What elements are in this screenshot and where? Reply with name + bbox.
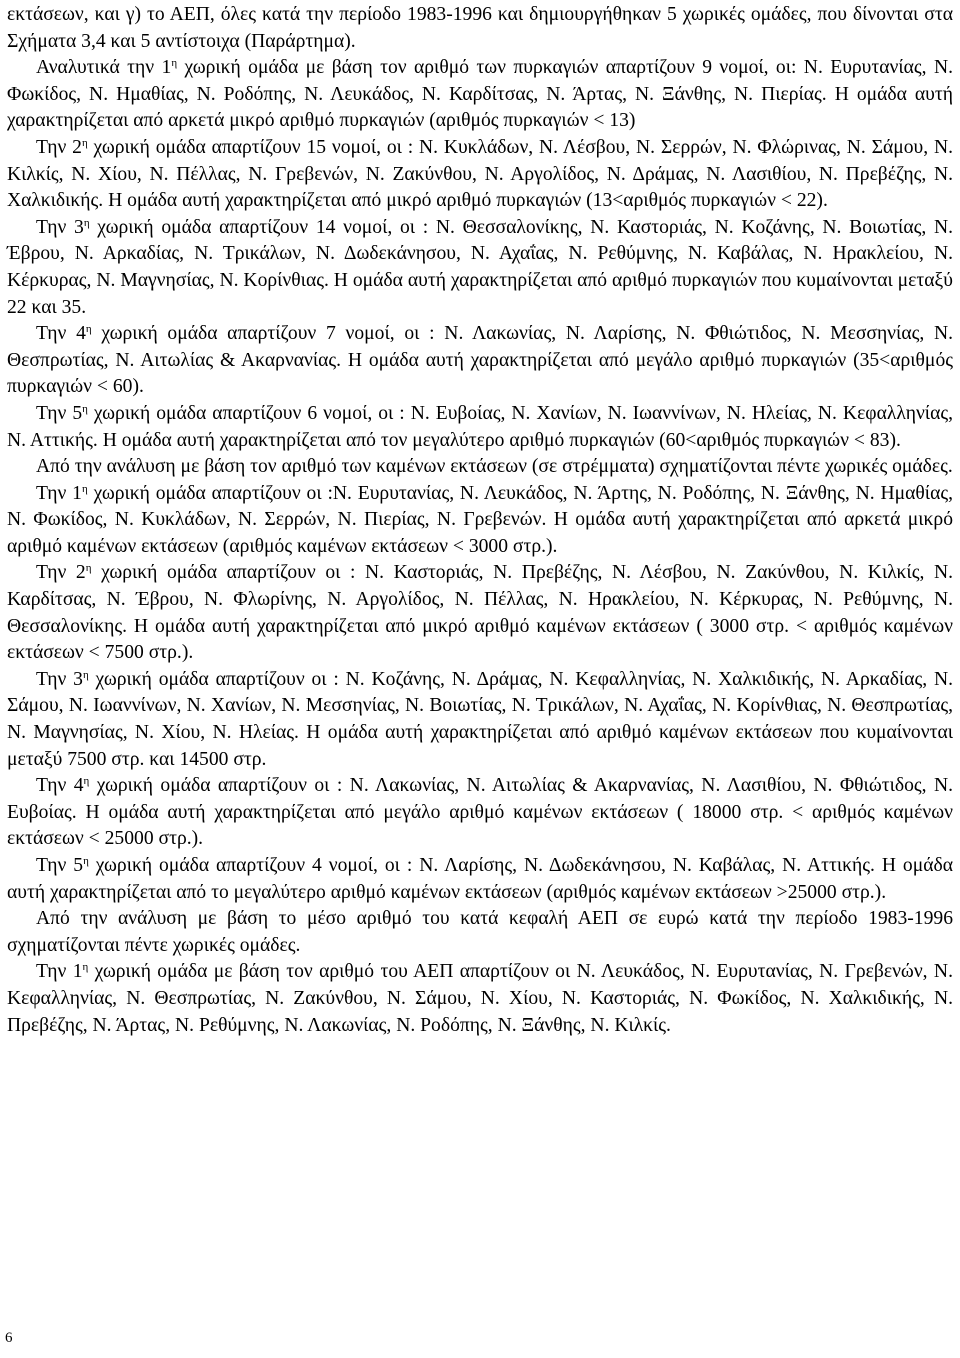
paragraph-intro-continued: εκτάσεων, και γ) το ΑΕΠ, όλες κατά την περίοδο 1983-1996 και δημιουργήθηκαν 5 χωρικές ομάδες, που δίνονται στα Σχήματα 3,4 και 5 αντίστοιχα (Παράρτημα). — [7, 4, 953, 52]
ordinal-superscript: η — [83, 216, 90, 229]
paragraph-burned-area-intro: Από την ανάλυση με βάση τον αριθμό των καμένων εκτάσεων (σε στρέμματα) σχηματίζονται πέντε χωρικές ομάδες. — [36, 456, 953, 478]
document-body — [7, 2, 953, 1039]
paragraph-burned-group-3: Την $3^\eta$ χωρική ομάδα απαρτίζουν οι : Ν. Κοζάνης, Ν. Δράμας, Ν. Κεφαλληνίας, Ν. Χαλκιδικής, Ν. Αρκαδίας, Ν. Σάμου, Ν. Ιωαννίνων, Ν. Χανίων, Ν. Μεσσηνίας, Ν. Βοιωτίας, Ν. Τρικάλων, Ν. Αχαΐας, Ν. Κορίνθιας, Ν. Θεσπρωτίας, Ν. Μαγνησίας, Ν. Χίου, Ν. Ηλείας. Η ομάδα αυτή χαρακτηρίζεται από αριθμό καμένων εκτάσεων που κυμαίνονται μεταξύ 7500 στρ. και 14500 στρ. — [7, 668, 953, 770]
ordinal-superscript: η — [85, 323, 92, 336]
paragraph-gdp-group-1: Την $1^\eta$ χωρική ομάδα με βάση τον αριθμό του ΑΕΠ απαρτίζουν οι Ν. Λευκάδος, Ν. Ευρυτανίας, Ν. Γρεβενών, Ν. Κεφαλληνίας, Ν. Θεσπρωτίας, Ν. Ζακύνθου, Ν. Σάμου, Ν. Χίου, Ν. Καστοριάς, Ν. Φωκίδος, Ν. Χαλκιδικής, Ν. Πρεβέζης, Ν. Άρτας, Ν. Ρεθύμνης, Ν. Λακωνίας, Ν. Ροδόπης, Ν. Ξάνθης, Ν. Κιλκίς. — [7, 961, 953, 1036]
ordinal-superscript: η — [81, 136, 88, 149]
paragraph-fires-group-1: Αναλυτικά την $1^\eta$ χωρική ομάδα με βάση τον αριθμό των πυρκαγιών απαρτίζουν 9 νομοί, οι: Ν. Ευρυτανίας, Ν. Φωκίδος, Ν. Ημαθίας, Ν. Ροδόπης, Ν. Λευκάδος, Ν. Καρδίτσας, Ν. Άρτας, Ν. Ξάνθης, Ν. Πιερίας. Η ομάδα αυτή χαρακτηρίζεται από αρκετά μικρό αριθμό πυρκαγιών (αριθμός πυρκαγιών < 13) — [7, 57, 953, 132]
ordinal-superscript: η — [82, 961, 89, 974]
paragraph-burned-group-4: Την $4^\eta$ χωρική ομάδα απαρτίζουν οι : Ν. Λακωνίας, Ν. Αιτωλίας & Ακαρνανίας, Ν. Λασιθίου, Ν. Φθιώτιδος, Ν. Ευβοίας. Η ομάδα αυτή χαρακτηρίζεται από μεγάλο αριθμό καμένων εκτάσεων ( 18000 στρ. < αριθμός καμένων εκτάσεων < 25000 στρ.). — [7, 775, 953, 850]
paragraph-burned-group-1: Την $1^\eta$ χωρική ομάδα απαρτίζουν οι :Ν. Ευρυτανίας, Ν. Λευκάδος, Ν. Άρτης, Ν. Ροδόπης, Ν. Ξάνθης, Ν. Ημαθίας, Ν. Φωκίδος, Ν. Κυκλάδων, Ν. Σερρών, Ν. Πιερίας, Ν. Γρεβενών. Η ομάδα αυτή χαρακτηρίζεται από αρκετά μικρό αριθμό καμένων εκτάσεων (αριθμός καμένων εκτάσεων < 3000 στρ.). — [7, 482, 953, 557]
paragraph-fires-group-4: Την $4^\eta$ χωρική ομάδα απαρτίζουν 7 νομοί, οι : Ν. Λακωνίας, Ν. Λαρίσης, Ν. Φθιώτιδος, Ν. Μεσσηνίας, Ν. Θεσπρωτίας, Ν. Αιτωλίας & Ακαρνανίας. Η ομάδα αυτή χαρακτηρίζεται από μεγάλο αριθμό πυρκαγιών (35<αριθμός πυρκαγιών < 60). — [7, 323, 954, 398]
paragraph-fires-group-5: Την $5^\eta$ χωρική ομάδα απαρτίζουν 6 νομοί, οι : Ν. Ευβοίας, Ν. Χανίων, Ν. Ιωαννίνων, Ν. Ηλείας, Ν. Κεφαλληνίας, Ν. Αττικής. Η ομάδα αυτή χαρακτηρίζεται από τον μεγαλύτερο αριθμό πυρκαγιών (60<αριθμός πυρκαγιών < 83). — [7, 402, 953, 451]
paragraph-burned-group-2: Την $2^\eta$ χωρική ομάδα απαρτίζουν οι : Ν. Καστοριάς, Ν. Πρεβέζης, Ν. Λέσβου, Ν. Ζακύνθου, Ν. Κιλκίς, Ν. Καρδίτσας, Ν. Έβρου, Ν. Φλωρίνης, Ν. Αργολίδος, Ν. Πέλλας, Ν. Ηρακλείου, Ν. Κέρκυρας, Ν. Ρεθύμνης, Ν. Θεσσαλονίκης. Η ομάδα αυτή χαρακτηρίζεται από μικρό αριθμό καμένων εκτάσεων ( 3000 στρ. < αριθμός καμένων εκτάσεων < 7500 στρ.). — [7, 562, 953, 664]
ordinal-superscript: η — [85, 562, 92, 575]
page-number: 6 — [5, 1330, 13, 1346]
ordinal-superscript: η — [83, 855, 89, 867]
paragraph-fires-group-2: Την $2^\eta$ χωρική ομάδα απαρτίζουν 15 νομοί, οι : Ν. Κυκλάδων, Ν. Λέσβου, Ν. Σερρών, Ν. Φλώρινας, Ν. Σάμου, Ν. Κιλκίς, Ν. Χίου, Ν. Πέλλας, Ν. Γρεβενών, Ν. Ζακύνθου, Ν. Αργολίδος, Ν. Δράμας, Ν. Λασιθίου, Ν. Πρεβέζης, Ν. Χαλκιδικής. Η ομάδα αυτή χαρακτηρίζεται από μικρό αριθμό πυρκαγιών (13<αριθμός πυρκαγιών < 22). — [7, 136, 954, 212]
paragraph-fires-group-3: Την $3^\eta$ χωρική ομάδα απαρτίζουν 14 νομοί, οι : Ν. Θεσσαλονίκης, Ν. Καστοριάς, Ν. Κοζάνης, Ν. Βοιωτίας, Ν. Έβρου, Ν. Αρκαδίας, Ν. Τρικάλων, Ν. Δωδεκάνησου, Ν. Αχαΐας, Ν. Ρεθύμνης, Ν. Καβάλας, Ν. Ηρακλείου, Ν. Κέρκυρας, Ν. Μαγνησίας, Ν. Κορίνθιας. Η ομάδα αυτή χαρακτηρίζεται από αριθμό πυρκαγιών που κυμαίνονται μεταξύ 22 και 35. — [7, 216, 953, 318]
ordinal-superscript: η — [81, 482, 88, 495]
paragraph-gdp-intro: Από την ανάλυση με βάση το μέσο αριθμό του κατά κεφαλή ΑΕΠ σε ευρώ κατά την περίοδο 1983-1996 σχηματίζονται πέντε χωρικές ομάδες. — [7, 908, 953, 956]
paragraph-burned-group-5: Την $5^\eta$ χωρική ομάδα απαρτίζουν 4 νομοί, οι : Ν. Λαρίσης, Ν. Δωδεκάνησου, Ν. Καβάλας, Ν. Αττικής. Η ομάδα αυτή χαρακτηρίζεται από το μεγαλύτερο αριθμό καμένων εκτάσεων (αριθμός καμένων εκτάσεων >25000 στρ.). — [7, 855, 953, 903]
ordinal-superscript: η — [171, 57, 178, 70]
ordinal-superscript: η — [83, 775, 90, 788]
ordinal-superscript: η — [82, 402, 88, 415]
ordinal-superscript: η — [82, 668, 89, 681]
